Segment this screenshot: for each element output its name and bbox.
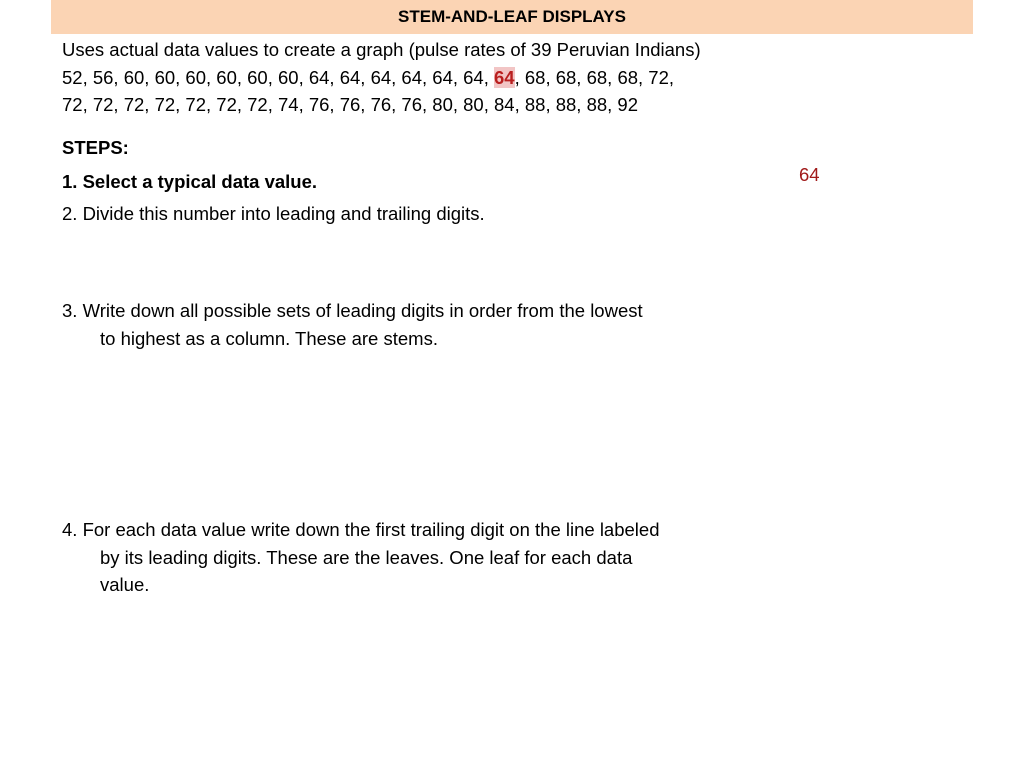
- data-values-line-1-end: , 68, 68, 68, 68, 72,: [514, 66, 675, 88]
- steps-heading: STEPS:: [62, 137, 129, 158]
- highlighted-data-value: 64: [494, 66, 515, 88]
- intro-description: Uses actual data values to create a graph (pulse rates of 39 Peruvian Indians): [62, 39, 701, 60]
- slide-title-text: STEM-AND-LEAF DISPLAYS: [398, 7, 626, 26]
- data-values-line-1: [62, 64, 962, 92]
- step-4: 4. For each data value write down the first trailing digit on the line labeled by its leading digits. These are the leaves. One leaf for each data value.: [62, 519, 660, 595]
- step-3: 3. Write down all possible sets of leading digits in order from the lowest to highest as a column. These are stems.: [62, 300, 643, 349]
- example-value: 64: [799, 164, 820, 185]
- intro-block: [62, 36, 962, 119]
- step-2: 2. Divide this number into leading and trailing digits.: [62, 203, 485, 224]
- data-values-line-2: 72, 72, 72, 72, 72, 72, 72, 74, 76, 76, 76, 76, 80, 80, 84, 88, 88, 88, 92: [62, 94, 639, 115]
- slide-title: [51, 0, 973, 34]
- data-values-line-1-start: 52, 56, 60, 60, 60, 60, 60, 60, 64, 64, 64, 64, 64, 64,: [62, 66, 495, 88]
- step-1: 1. Select a typical data value.: [62, 171, 318, 192]
